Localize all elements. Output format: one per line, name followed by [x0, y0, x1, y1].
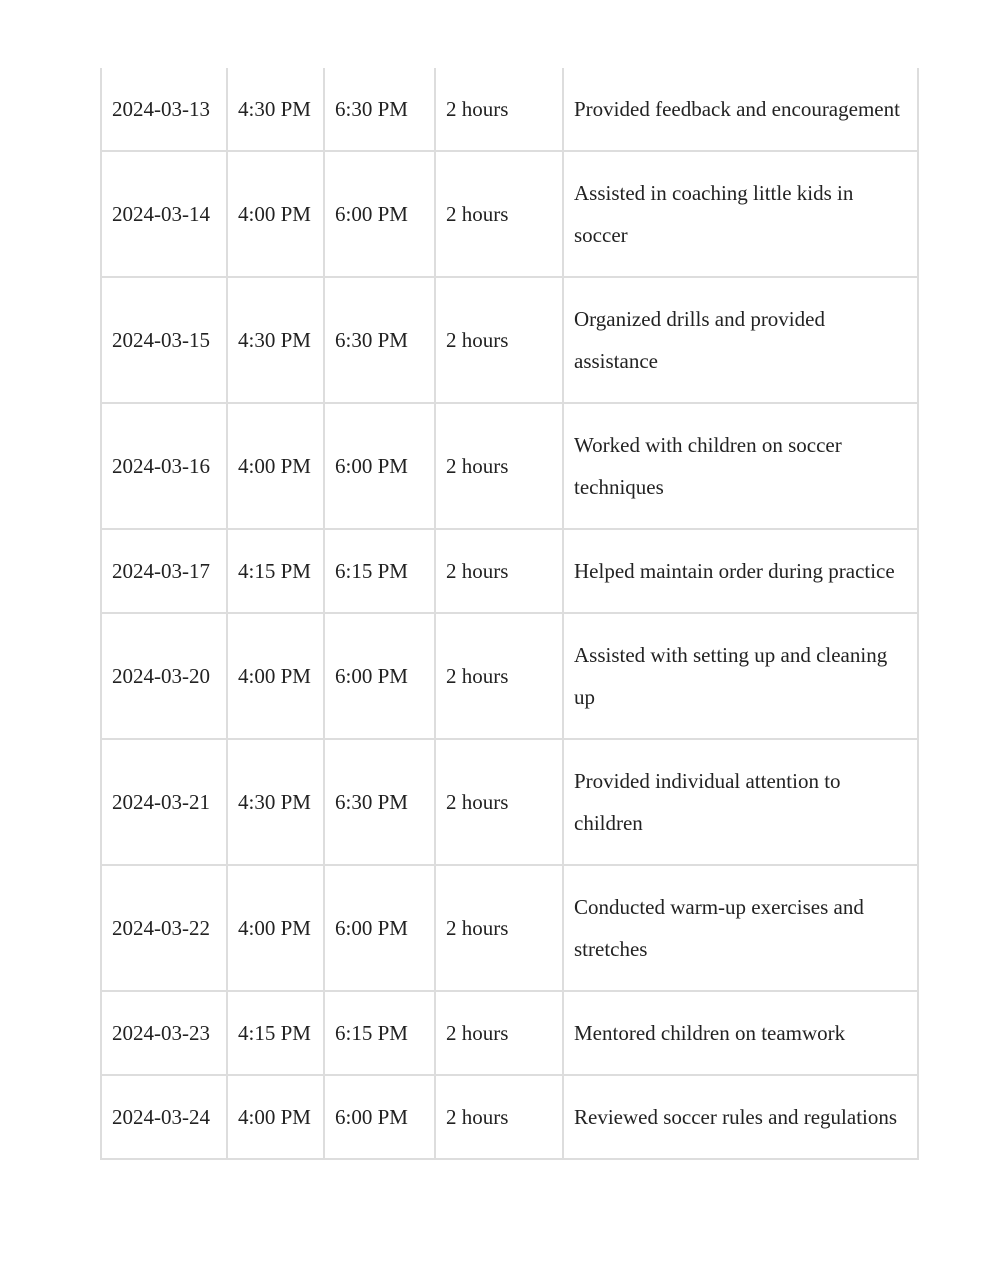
start-time-cell: 4:30 PM: [227, 68, 324, 151]
duration-cell: 2 hours: [435, 151, 563, 277]
activity-cell: Assisted in coaching little kids in soccer: [563, 151, 918, 277]
table-row: [101, 403, 918, 529]
duration-cell: 2 hours: [435, 865, 563, 991]
date-cell: 2024-03-13: [101, 68, 227, 151]
activity-cell: Worked with children on soccer techniques: [563, 403, 918, 529]
duration-cell: 2 hours: [435, 613, 563, 739]
duration-cell: 2 hours: [435, 1075, 563, 1159]
end-time-cell: 6:15 PM: [324, 529, 435, 613]
start-time-cell: 4:00 PM: [227, 613, 324, 739]
activity-cell: Organized drills and provided assistance: [563, 277, 918, 403]
start-time-cell: 4:00 PM: [227, 151, 324, 277]
duration-cell: 2 hours: [435, 739, 563, 865]
table-body: [101, 68, 918, 1159]
duration-cell: 2 hours: [435, 403, 563, 529]
end-time-cell: 6:30 PM: [324, 68, 435, 151]
table-row: [101, 529, 918, 613]
activity-cell: Reviewed soccer rules and regulations: [563, 1075, 918, 1159]
duration-cell: 2 hours: [435, 991, 563, 1075]
start-time-cell: 4:00 PM: [227, 865, 324, 991]
table-row: [101, 991, 918, 1075]
activity-cell: Helped maintain order during practice: [563, 529, 918, 613]
table-row: [101, 613, 918, 739]
start-time-cell: 4:30 PM: [227, 739, 324, 865]
end-time-cell: 6:00 PM: [324, 403, 435, 529]
end-time-cell: 6:15 PM: [324, 991, 435, 1075]
date-cell: 2024-03-24: [101, 1075, 227, 1159]
table-row: [101, 1075, 918, 1159]
table-row: [101, 739, 918, 865]
start-time-cell: 4:15 PM: [227, 529, 324, 613]
duration-cell: 2 hours: [435, 529, 563, 613]
activity-cell: Provided feedback and encouragement: [563, 68, 918, 151]
activity-cell: Mentored children on teamwork: [563, 991, 918, 1075]
start-time-cell: 4:00 PM: [227, 1075, 324, 1159]
table-row: [101, 68, 918, 151]
volunteer-hours-table: [100, 68, 919, 1160]
end-time-cell: 6:00 PM: [324, 151, 435, 277]
table-row: [101, 151, 918, 277]
end-time-cell: 6:00 PM: [324, 613, 435, 739]
date-cell: 2024-03-17: [101, 529, 227, 613]
end-time-cell: 6:00 PM: [324, 865, 435, 991]
start-time-cell: 4:00 PM: [227, 403, 324, 529]
duration-cell: 2 hours: [435, 277, 563, 403]
date-cell: 2024-03-22: [101, 865, 227, 991]
activity-cell: Conducted warm-up exercises and stretches: [563, 865, 918, 991]
end-time-cell: 6:30 PM: [324, 739, 435, 865]
date-cell: 2024-03-21: [101, 739, 227, 865]
table-row: [101, 865, 918, 991]
start-time-cell: 4:15 PM: [227, 991, 324, 1075]
activity-cell: Provided individual attention to children: [563, 739, 918, 865]
table-row: [101, 277, 918, 403]
date-cell: 2024-03-20: [101, 613, 227, 739]
duration-cell: 2 hours: [435, 68, 563, 151]
start-time-cell: 4:30 PM: [227, 277, 324, 403]
date-cell: 2024-03-14: [101, 151, 227, 277]
end-time-cell: 6:00 PM: [324, 1075, 435, 1159]
end-time-cell: 6:30 PM: [324, 277, 435, 403]
date-cell: 2024-03-16: [101, 403, 227, 529]
date-cell: 2024-03-15: [101, 277, 227, 403]
activity-cell: Assisted with setting up and cleaning up: [563, 613, 918, 739]
date-cell: 2024-03-23: [101, 991, 227, 1075]
